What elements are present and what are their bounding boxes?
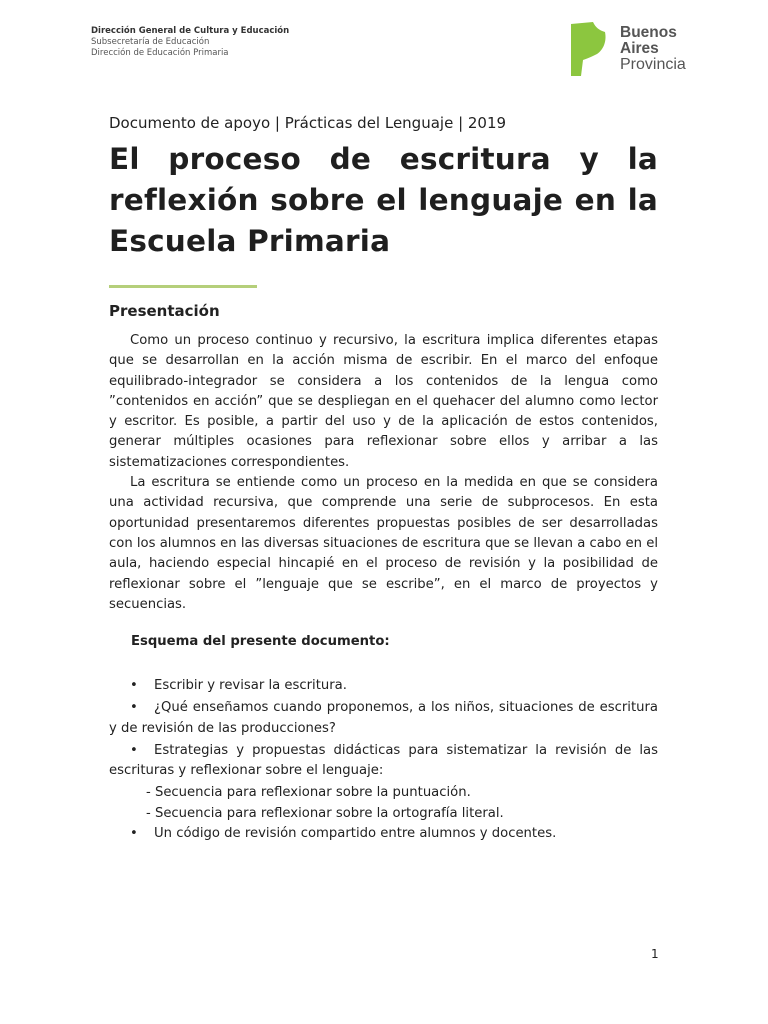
sub-list-item: - Secuencia para reflexionar sobre la puntuación. [146,785,471,801]
paragraph-2: La escritura se entiende como un proceso en la medida en que se considera una actividad recursiva, que comprende una serie de subprocesos. En esta oportunidad presentaremos diferentes propuestas posibles de ser desarrolladas con los alumnos en las diversas situaciones de escritura que se llevan a cabo en el aula, haciendo especial hincapié en el proceso de revisión y la posibilidad de reflexionar sobre el ”lenguaje que se escribe”, en el marco de proyectos y secuencias. [109,475,658,612]
document-title: El proceso de escritura y la reflexión sobre el lenguaje en la Escuela Primaria [109,142,658,258]
logo-line-3: Provincia [620,56,686,73]
logo-line-1: Buenos [620,24,677,41]
list-item [109,676,658,696]
bullet-icon: • [130,826,138,842]
paragraph-1: Como un proceso continuo y recursivo, la escritura implica diferentes etapas que se desarrollan en la acción misma de escribir. En el marco del enfoque equilibrado-integrador se considera a los contenidos de la lengua como ”contenidos en acción” que se despliegan en el quehacer del alumno como lector y escritor. Es posible, a partir del uso y de la aplicación de estos contenidos, generar múltiples ocasiones para reflexionar sobre ellos y arribar a las sistematizaciones correspondientes. [109,333,658,470]
org-line-3: Dirección de Educación Primaria [91,48,229,58]
list-item [109,741,658,782]
list-item-text: ¿Qué enseñamos cuando proponemos, a los niños, situaciones de escritura y de revisión de las producciones? [109,700,658,736]
header-organization [91,26,289,59]
list-item-text: Estrategias y propuestas didácticas para sistematizar la revisión de las escrituras y reflexionar sobre el lenguaje: [109,742,658,779]
list-item [109,824,658,844]
page-number: 1 [651,947,659,961]
list-item-text: Un código de revisión compartido entre alumnos y docentes. [154,826,557,842]
section-heading: Presentación [109,302,220,320]
bullet-icon: • [130,678,138,693]
list-item-text: Escribir y revisar la escritura. [154,678,347,693]
accent-rule [109,285,257,288]
logo-wordmark [620,25,686,73]
scheme-list [109,676,658,846]
document-kicker: Documento de apoyo | Prácticas del Lenguaje | 2019 [109,114,507,132]
org-line-1: Dirección General de Cultura y Educación [91,26,290,36]
list-item [109,698,658,739]
sub-list-item: - Secuencia para reflexionar sobre la ortografía literal. [146,805,504,821]
bullet-icon: • [130,742,138,758]
scheme-title: Esquema del presente documento: [131,634,390,649]
bullet-icon: • [130,700,138,716]
org-line-2: Subsecretaría de Educación [91,37,210,47]
buenos-aires-logo [563,20,703,80]
body-text [109,331,658,615]
province-map-icon [563,20,613,80]
logo-line-2: Aires [620,40,659,57]
